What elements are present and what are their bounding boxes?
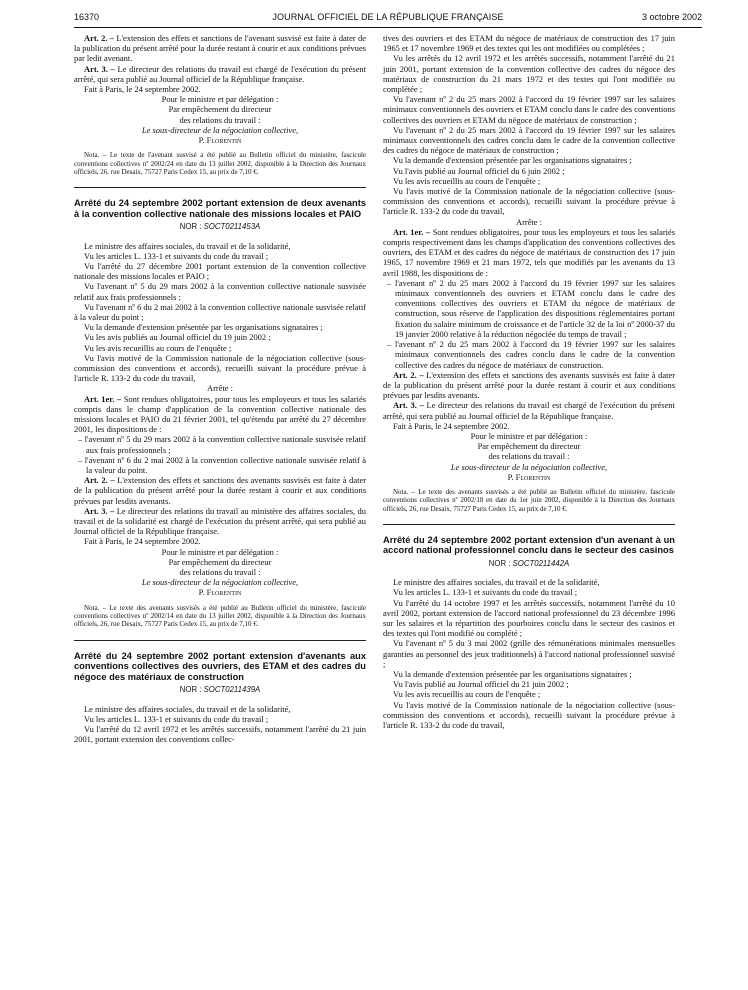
nota: Nota. – Le texte de l'avenant susvisé a été publié au Bulletin officiel du ministère, fascicule conventions collectives nº 2002/24 en date du 13 juillet 2002, disponible à la Direction des Journaux officiels, 26, rue Desaix, 75727 Paris Cedex 15, au prix de 7,10 €. [74,151,366,176]
nor-reference: NOR : SOCT0211439A [179,685,261,695]
decree-title: Arrêté du 24 septembre 2002 portant extension d'avenants aux conventions collectives des ouvriers, des ETAM et des cadres du négoce des matériaux de construction [74,650,366,682]
issue-date: 3 octobre 2002 [641,12,702,22]
paragraph: Vu l'avis publié au Journal officiel du 21 juin 2002 ; [393,679,569,690]
paragraph: Le ministre des affaires sociales, du travail et de la solidarité, [84,240,291,251]
section-divider [383,524,675,525]
signature-role: Le sous-directeur de la négociation collective, [141,577,299,588]
paragraph: Vu l'avis motivé de la Commission nationale de la négociation collective (sous-commission des conventions et accords), recueilli suivant la procédure prévue à l'article R. 133-2 du code du travail, [383,699,675,731]
paragraph: Vu les articles L. 133-1 et suivants du code du travail ; [84,250,269,261]
paragraph: Vu l'avenant nº 2 du 25 mars 2002 à l'accord du 19 février 1997 sur les salaires minimaux conventionnels des cadres conclu dans le cadre de la convention collective des cadres du négoce de matériaux de construction ; [383,124,675,156]
signature-line: des relations du travail : [179,567,261,578]
paragraph: Le ministre des affaires sociales, du travail et de la solidarité, [84,703,291,714]
paragraph: Vu les arrêtés du 12 avril 1972 et les arrêtés successifs, notamment l'arrêté du 21 juin 2001, portant extension de la convention collective des cadres du négoce des matériaux de construction du 21 mars 1972 et des textes qui l'ont modifiée ou complétée ; [383,53,675,95]
signed-at: Fait à Paris, le 24 septembre 2002. [393,420,510,431]
signature-line: des relations du travail : [488,451,570,462]
header-rule [74,27,702,28]
nota: Nota. – Le texte des avenants susvisés a été publié au Bulletin officiel du ministère, fascicule conventions collectives nº 2002/14 en date du 13 juillet 2002, disponible à la Direction des Journaux officiels, 26, rue Desaix, 75727 Paris Cedex 15, au prix de 7,10 €. [74,603,366,629]
paragraph: Vu l'avenant nº 2 du 25 mars 2002 à l'accord du 19 février 1997 sur les salaires minimaux conventionnels des ouvriers et ETAM conclu dans le cadre des conventions collectives des ouvriers et ETAM du négoce de matériaux de construction ; [383,94,675,125]
paragraph: Vu les articles L. 133-1 et suivants du code du travail ; [84,713,269,724]
signatory-name: P. Florentin [198,135,242,146]
paragraph: Vu les avis recueillis au cours de l'enquête ; [393,689,541,700]
list-item: – l'avenant nº 2 du 25 mars 2002 à l'accord du 19 février 1997 sur les salaires minimaux conventionnels des cadres conclu dans le cadre de la convention collective des cadres du négoce de matériaux de construction. [387,339,675,370]
left-column [74,33,366,744]
article-3: Art. 3. – Le directeur des relations du travail au ministère des affaires sociales, du travail et de la solidarité est chargé de l'exécution du présent arrêté, qui sera publié au Journal officiel de la République française. [74,505,366,537]
paragraph: Vu la demande d'extension présentée par les organisations signataires ; [393,669,632,680]
paragraph: Vu l'avenant nº 5 du 3 mai 2002 (grille des rémunérations minimales mensuelles garanties au personnel des jeux traditionnels) à l'accord national professionnel susvisé ; [383,638,675,669]
signature-line: Pour le ministre et par délégation : [161,94,279,105]
arrete-heading: Arrête : [206,383,233,394]
signature-line: Pour le ministre et par délégation : [161,546,279,557]
list-item: – l'avenant nº 2 du 25 mars 2002 à l'accord du 19 février 1997 sur les salaires minimaux conventionnels des ouvriers et ETAM conclu dans le cadre des conventions collectives des ouvriers et ETAM du négoce de matériaux de construction, sous réserve de l'application des dispositions réglementaires portant fixation du salaire minimum de croissance et de l'article 32 de la loi nº 2000-37 du 19 janvier 2000 relative à la réduction négociée du temps de travail ; [387,277,675,339]
signature-line: Par empêchement du directeur [168,556,272,567]
paragraph: Vu l'arrêté du 12 avril 1972 et les arrêtés successifs, notamment l'arrêté du 21 juin 2001, portant extension des conventions collec- [74,723,366,745]
section-divider [74,640,366,641]
paragraph: Le ministre des affaires sociales, du travail et de la solidarité, [393,577,600,588]
signatory-name: P. Florentin [198,587,242,598]
list-item: – l'avenant nº 5 du 29 mars 2002 à la convention collective nationale susvisée relatif aux frais professionnels ; [78,434,366,455]
signatory-name: P. Florentin [507,471,551,482]
paragraph: Vu l'arrêté du 27 décembre 2001 portant extension de la convention collective nationale des missions locales et PAIO ; [74,260,366,282]
paragraph: Vu les articles L. 133-1 et suivants du code du travail ; [393,587,578,598]
signature-line: des relations du travail : [179,114,261,125]
journal-title: JOURNAL OFFICIEL DE LA RÉPUBLIQUE FRANÇAISE [272,12,504,22]
paragraph: Vu l'avis motivé de la Commission nationale de la négociation collective (sous-commission des conventions et accords), recueilli suivant la procédure prévue à l'article R. 133-2 du code du travail, [74,352,366,384]
signature-line: Pour le ministre et par délégation : [470,430,588,441]
article-3: Art. 3. – Le directeur des relations du travail est chargé de l'exécution du présent arrêté, qui sera publié au Journal officiel de la République française. [383,400,675,421]
right-column [383,33,675,730]
article-1: Art. 1er. – Sont rendues obligatoires, pour tous les employeurs et tous les salariés compris dans le champ d'application de la convention collective nationale des missions locales et PAIO du 21 février 2001, tel qu'étendu par arrêté du 27 décembre 2001, les dispositions de : [74,393,366,435]
arrete-heading: Arrête : [515,216,542,227]
list-item: – l'avenant nº 6 du 2 mai 2002 à la convention collective nationale susvisée relatif à la valeur du point. [78,454,366,475]
article-2: Art. 2. – L'extension des effets et sanctions des avenants susvisés est faite à dater de la publication du présent arrêté pour la durée restant à courir et aux conditions prévues par lesdits avenants. [383,369,675,401]
paragraph: Vu la demande d'extension présentée par les organisations signataires ; [84,322,323,333]
article-2: Art. 2. – L'extension des effets et sanctions de l'avenant susvisé est faite à dater de la publication du présent arrêté pour la durée restant à courir et aux conditions prévues par ledit avenant. [74,33,366,64]
signature-line: Par empêchement du directeur [168,104,272,115]
signed-at: Fait à Paris, le 24 septembre 2002. [84,536,201,547]
paragraph: Vu la demande d'extension présentée par les organisations signataires ; [393,155,632,166]
article-1: Art. 1er. – Sont rendues obligatoires, pour tous les employeurs et tous les salariés compris respectivement dans les champs d'application des conventions collectives des ouvriers, des ETAM et des cadres du négoce de matériaux de construction des 17 juin 1965, 17 novembre 1969 et 21 mars 1972, tels que modifiés par les avenants du 13 avril 1988, les dispositions de : [383,226,675,278]
paragraph: tives des ouvriers et des ETAM du négoce de matériaux de construction des 17 juin 1965 et 17 novembre 1969 et des textes qui les ont modifiées ou complétées ; [383,33,675,54]
paragraph: Vu l'avis publié au Journal officiel du 6 juin 2002 ; [393,165,565,176]
nor-reference: NOR : SOCT0211453A [179,222,261,232]
signature-role: Le sous-directeur de la négociation collective, [141,124,299,135]
article-2: Art. 2. – L'extension des effets et sanctions des avenants susvisés est faite à dater de la publication du présent arrêté pour la durée restant à courir et aux conditions prévues par lesdits avenants. [74,475,366,506]
page-header [74,12,702,26]
paragraph: Vu l'avis motivé de la Commission nationale de la négociation collective (sous-commission des conventions et accords), recueilli suivant la procédure prévue à l'article R. 133-2 du code du travail, [383,186,675,217]
paragraph: Vu les avis publiés au Journal officiel du 19 juin 2002 ; [84,332,271,343]
nor-reference: NOR : SOCT0211442A [488,559,570,569]
paragraph: Vu l'avenant nº 5 du 29 mars 2002 à la convention collective nationale susvisée relatif aux frais professionnels ; [74,281,366,302]
nota: Nota. – Le texte des avenants susvisés a été publié au Bulletin officiel du ministère, fascicule conventions collectives nº 2002/18 en date du 1er juin 2002, disponible à la Direction des Journaux officiels, 26, rue Desaix, 75727 Paris Cedex 15, au prix de 7,10 €. [383,487,675,513]
paragraph: Vu l'arrêté du 14 octobre 1997 et les arrêtés successifs, notamment l'arrêté du 10 avril 2002, portant extension de l'accord national professionnel du 23 décembre 1996 sur les salaires et la répartition des pourboires conclu dans le secteur des casinos et des textes qui l'ont modifié ou complété ; [383,597,675,639]
article-3: Art. 3. – Le directeur des relations du travail est chargé de l'exécution du présent arrêté, qui sera publié au Journal officiel de la République française. [74,63,366,84]
paragraph: Vu les avis recueillis au cours de l'enquête ; [393,175,541,186]
signature-role: Le sous-directeur de la négociation collective, [450,461,608,472]
decree-title: Arrêté du 24 septembre 2002 portant extension d'un avenant à un accord national professionnel conclu dans le secteur des casinos [383,534,675,556]
paragraph: Vu l'avenant nº 6 du 2 mai 2002 à la convention collective nationale susvisée relatif à la valeur du point ; [74,301,366,322]
decree-title: Arrêté du 24 septembre 2002 portant extension de deux avenants à la convention collective nationale des missions locales et PAIO [74,198,366,219]
section-divider [74,187,366,188]
paragraph: Vu les avis recueillis au cours de l'enquête ; [84,342,232,353]
signed-at: Fait à Paris, le 24 septembre 2002. [84,84,201,95]
page-number: 16370 [74,12,100,22]
signature-line: Par empêchement du directeur [477,441,581,452]
